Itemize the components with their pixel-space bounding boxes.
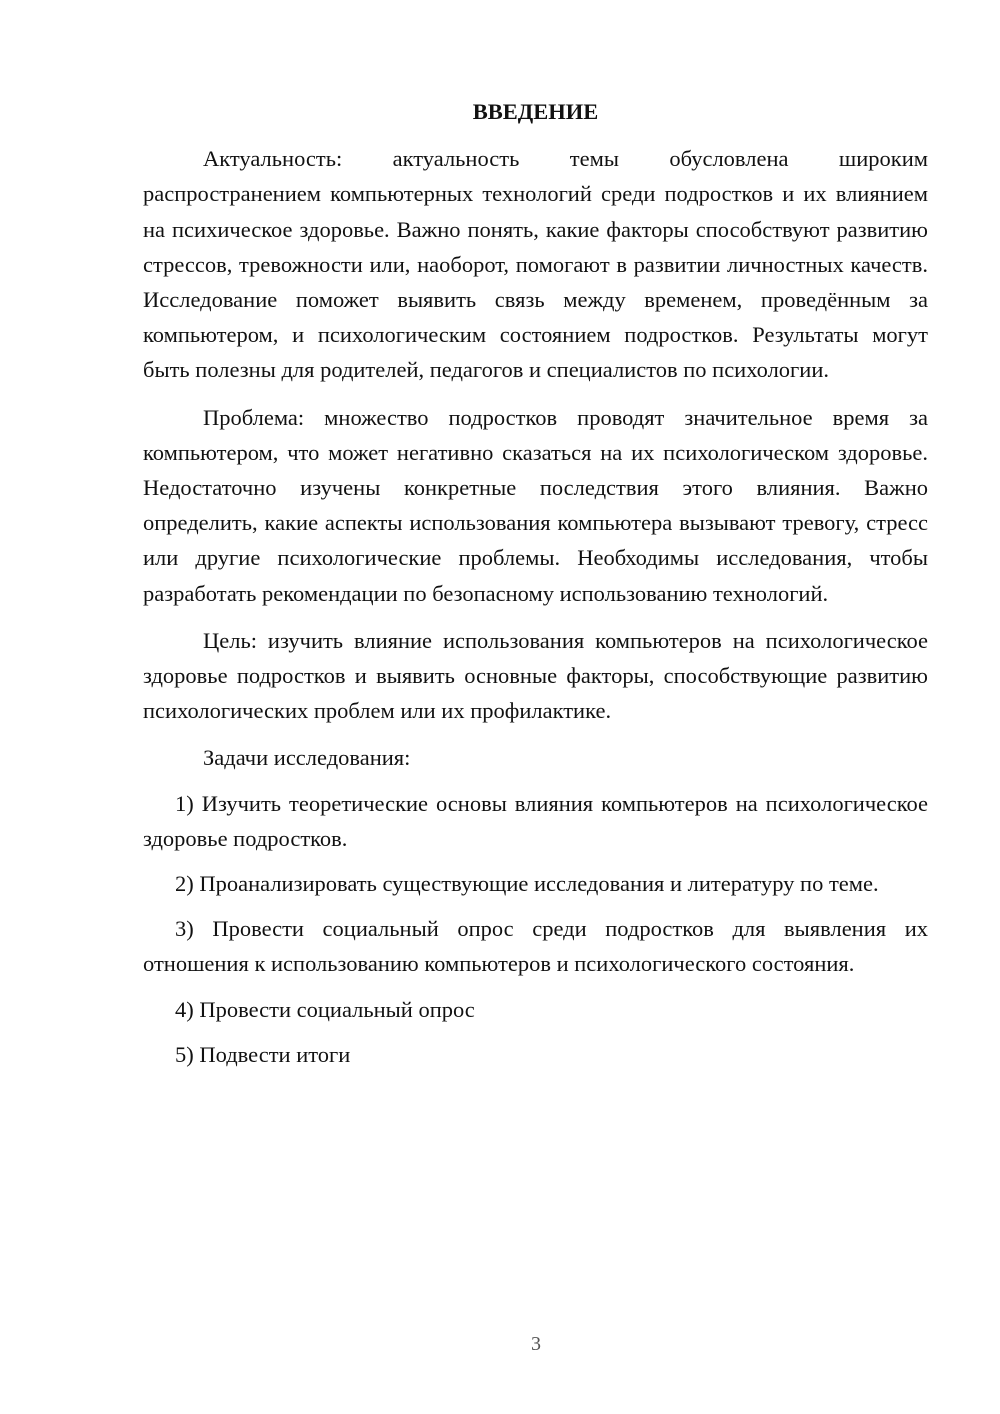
page-number: 3 (531, 1333, 541, 1355)
page-title: ВВЕДЕНИЕ (472, 99, 599, 124)
goal-paragraph: Цель: изучить влияние использования компьютеров на психологическое здоровье подростков и выявить основные факторы, способствующие развитию психологических проблем или их профилактике. (143, 627, 928, 724)
page-content (143, 94, 928, 1082)
task-item-5: 5) Подвести итоги (175, 1041, 351, 1067)
task-item-3: 3) Провести социальный опрос среди подростков для выявления их отношения к использованию компьютеров и психологического состояния. (143, 916, 928, 977)
tasks-heading: Задачи исследования: (203, 745, 411, 771)
task-item-4: 4) Провести социальный опрос (175, 996, 475, 1022)
task-item-1: 1) Изучить теоретические основы влияния компьютеров на психологическое здоровье подростков. (143, 790, 928, 851)
relevance-paragraph: Актуальность: актуальность темы обусловлена широким распространением компьютерных технологий среди подростков и их влиянием на психическое здоровье. Важно понять, какие факторы способствуют развитию стрессов, тревожности или, наоборот, помогают в развитии личностных качеств. Исследование поможет выявить связь между временем, проведённым за компьютером, и психологическим состоянием подростков. Результаты могут быть полезны для родителей, педагогов и специалистов по психологии. (143, 146, 928, 383)
problem-paragraph: Проблема: множество подростков проводят значительное время за компьютером, что может негативно сказаться на их психологическом здоровье. Недостаточно изучены конкретные последствия этого влияния. Важно определить, какие аспекты использования компьютера вызывают тревогу, стресс или другие психологические проблемы. Необходимы исследования, чтобы разработать рекомендации по безопасному использованию технологий. (143, 404, 928, 606)
task-item-2: 2) Проанализировать существующие исследования и литературу по теме. (175, 871, 879, 897)
